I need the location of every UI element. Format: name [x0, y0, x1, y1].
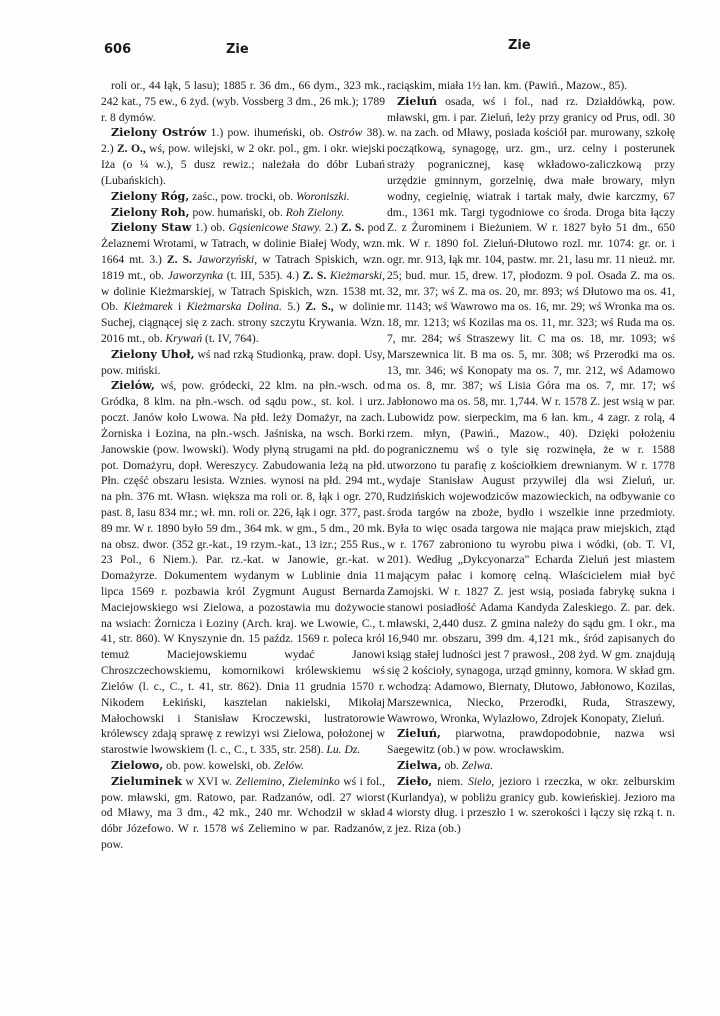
entry-headword: Zielony Ostrów [111, 125, 207, 140]
running-head-right: Zie [508, 38, 531, 53]
left-column [101, 78, 385, 853]
dictionary-entry [101, 78, 385, 125]
entry-text: osada, wś i fol., nad rz. Działdówką, pow. mławski, gm. i par. Zieluń, leży przy granicy od Prus, odl. 30 w. na zach. od Mławy, posiada kościół par. murowany, szkołę początkową, synagogę, urz. gm., urz. celny i posterunek straży pogranicznej, kasę wkładowo-zaliczkową przy urzędzie gminnym, gorzelnię, dwa małe browary, młyn wodny, cegielnię, wiatrak i tartak mały, dwie karczmy, 67 dm., 1361 mk. Targi tygodniowe co środa. Droga bita łączy Z. z Żurominem i Bieżuniem. W r. 1827 było 51 dm., 650 mk. W r. 1890 fol. Zieluń-Dłutowo rozl. mr. 1074: gr. or. i ogr. mr. 913, łąk mr. 104, pastw. mr. 21, lasu mr. 11 nieuż. mr. 25; bud. mur. 15, drew. 17, płodozm. 9 pol. Osada Z. ma os. 32, mr. 37; wś Z. ma os. 20, mr. 893; wś Dłutowo ma os. 41, mr. 1143; wś Wawrowo ma os. 16, mr. 29; wś Wronka ma os. 18, mr. 1213; wś Kozilas ma os. 11, mr. 323; wś Ruda ma os. 7, mr. 284; wś Straszewy lit. C ma os. 18, mr. 1093; wś Marszewnica lit. B ma os. 5, mr. 308; wś Przerodki ma os. 13, mr. 346; wś Konopaty ma os. 7, mr. 212, wś Adamowo ma os. 8, mr. 387; wś Lisia Góra ma os. 7, mr. 17; wś Jabłonowo ma os. 58, mr. 1,744. W r. 1578 Z. jest wsią w par. Lubowidz pow. sierpeckim, ma 6 łan. km., 4 zagr. z rolą, 4 rzem. młyn, (Pawiń., Mazow., 40). Dzięki położeniu pogranicznemu wś o tyle się rozwinęła, że w r. 1588 utworzono tu parafię z kościołkiem drewnianym. W r. 1778 wydaje Stanisław August przywilej dla wsi Zieluń, ur. Rudzińskich wojewodziców mazowieckich, na odbywanie co środa targów na zboże, bydło i wszelkie inne przedmioty. Była to więc osada targowa nie mająca praw miejskich, ztąd w r. 1767 zabroniono tu wyrobu piwa i wódki, (ob. T. VI, 201). Według „Dykcyonarza" Echarda Zieluń jest miastem mającym pałac i komorę celną. Właścicielem miał być Zamojski. W r. 1827 Z. jest wsią, posiada fabrykę sukna i stanowi posiadłość Adama Kandyda Zaleskiego. Z. par. dek. mławski, 2,440 dusz. Z gmina należy do sądu gm. I okr., ma 16,940 mr. obszaru, 399 dm. 4,121 mk., śród zapisanych do ksiąg stałej ludności jest 7 prawosł., 208 żyd. W gm. znajdują się 2 kościoły, synagoga, urząd gminny, komora. W skład gm. wchodzą: Adamowo, Biernaty, Dłutowo, Jabłonowo, Kozilas, Marszewnica, Niecko, Przerodki, Ruda, Straszewy, Wawrowo, Wronka, Wylazłowo, Zdrojek Konopaty, Zieluń. [387, 94, 675, 725]
entry-text: 1.) pow. ihumeński, ob. [206, 126, 329, 140]
entry-headword: Zieluń [397, 93, 438, 108]
dictionary-entry [101, 758, 385, 774]
entry-text: Zelwa. [461, 758, 494, 772]
dictionary-entry [101, 205, 385, 221]
entry-text: pod Żelaznemi Wrotami, w Tatrach, w dolinie Białej Wody, wzn. 1664 mt. 3.) [101, 221, 385, 266]
entry-headword: Zielony Uhoł, [111, 346, 195, 361]
entry-text: Ostrów [328, 126, 363, 140]
entry-text: 1.) ob. [191, 221, 229, 235]
dictionary-entry [387, 94, 675, 727]
entry-text: Gąsienicowe Stawy. [228, 221, 322, 235]
dictionary-entry [387, 774, 675, 837]
entry-text: Jaworzyński, [196, 252, 258, 266]
right-column [387, 78, 675, 837]
entry-text: wś i fol., pow. mławski, gm. Ratowo, par. Radzanów, odl. 27 wiorst od Mławy, ma 3 dm., 42 mk., 240 mr. Wchodził w skład dóbr Józefowo. W r. 1578 wś Zeliemino w par. Radzanów, pow. [101, 774, 385, 851]
entry-text: Kieżmarek [123, 300, 173, 314]
entry-text: w dolinie Kieżmarskiej, w Tatrach Spiskich, wzn. 1538 mt. Ob. [101, 284, 385, 314]
page-number: 606 [104, 42, 132, 57]
entry-headword: Zielowo, [111, 757, 164, 772]
entry-text: Z. S. [302, 268, 327, 282]
entry-headword: Zielony Róg, [111, 188, 190, 203]
entry-text: ob. [441, 758, 462, 772]
dictionary-entry [101, 774, 385, 853]
entry-text: w dolinie Suchej, ciągnącej się z zach. strony szczytu Krywania. Wzn. 2016 mt., ob. [101, 300, 386, 345]
entry-headword: Zielony Staw [111, 220, 192, 235]
entry-text: Kieżmarski, [329, 268, 385, 282]
entry-text: niem. [432, 774, 469, 788]
entry-text: Krywań [165, 332, 203, 345]
entry-text: 38). 2.) [101, 126, 385, 156]
entry-text: Sielo, [468, 774, 495, 788]
entry-text: i [172, 300, 187, 314]
entry-text: wś nad rzką Studionką, praw. dopł. Usy, pow. miński. [101, 347, 385, 377]
entry-text: 2.) [321, 221, 341, 235]
entry-text: Zelów. [273, 758, 304, 772]
entry-text: raciąskim, miała 1½ łan. km. (Pawiń., Mazow., 85). [387, 79, 628, 92]
entry-headword: Zielony Roh, [111, 204, 190, 219]
entry-text: roli or., 44 łąk, 5 lasu); 1885 r. 36 dm., 66 dym., 323 mk., 242 kat., 75 ew., 6 żyd. (wyb. Vossberg 3 dm., 26 mk.); 1789 r. 8 dymów. [101, 79, 385, 124]
dictionary-entry [101, 125, 385, 188]
entry-text: (t. IV, 764). [202, 332, 259, 345]
entry-text: Zeliemino, Zieleminko [235, 774, 340, 788]
entry-text: 5.) [281, 300, 306, 314]
entry-text: jezioro i rzeczka, w okr. zelburskim (Kurlandya), w pobliżu granicy gub. kowieńskiej. Jezioro ma 4 wiorsty dług. i przeszło 1 w. szerokości i łączy się rzką t. n. z jez. Riza (ob.) [387, 774, 675, 836]
entry-text: ob. pow. kowelski, ob. [163, 758, 274, 772]
entry-text: wś, pow. gródecki, 22 klm. na płn.-wsch. od Gródka, 8 klm. na płn.-wsch. od sądu pow., st. kol. i urz. poczt. Janów koło Lwowa. Na płd. leży Domażyr, na zach. Żorniska i Łozina, na płn.-wsch. Jaśniska, na wsch. Borki Janowskie (pow. lwowski). Wody płyną strugami na płd. do pot. Domażyru, dopł. Wereszycy. Zabudowania leżą na płd. Płn. część obszaru lesista. Wznies. wynosi na płd. 294 mt., na płn. 376 mt. Własn. większa ma roli or. 8, łąk i ogr. 270, past. 8, lasu 834 mr.; wł. mn. roli or. 226, łąk i ogr. 377, past. 89 mr. W r. 1890 było 59 dm., 364 mk. w gm., 5 dm., 20 mk. na obsz. dwor. (352 gr.-kat., 19 rzym.-kat., 13 izr.; 255 Rus., 23 Pol., 6 Niem.). Par. rz.-kat. w Janowie, gr.-kat. w Domażyrze. Dokumentem wydanym w Lublinie dnia 11 lipca 1569 r. pozbawia król Zygmunt August Bernarda Maciejowskiego wsi Zielowa, a pozostawia mu dożywocie na wsiach: Żornicza i Łoziny (Arch. kraj. we Lwowie, C., t. 41, str. 860). W Knyszynie dn. 15 paźdz. 1569 r. poleca król temuż Maciejowskiemu wydać Janowi Chroszczechowskiemu, komornikowi królewskiemu wś Zielów (l. c., C., t. 41, str. 862). Dnia 11 grudnia 1570 r. Nikodem Łekiński, kasztelan nakielski, Mikołaj Małochowski i Stanisław Kroczewski, lustratorowie królewscy zdają sprawę z rewizyi wsi Zielowa, położonej w starostwie lwowskiem (l. c., C., t. 335, str. 258). [101, 379, 385, 757]
dictionary-entry [101, 220, 385, 347]
dictionary-entry [387, 78, 675, 94]
dictionary-entry [387, 726, 675, 758]
entry-text: Z. S. [166, 252, 192, 266]
entry-text: w Tatrach Spiskich, wzn. 1819 mt., ob. [101, 252, 385, 282]
entry-text: Z. S. [340, 221, 365, 235]
entry-text: Kieżmarska Dolina. [186, 300, 282, 314]
entry-headword: Zieluń, [397, 726, 441, 741]
entry-text: wś, pow. wilejski, w 2 okr. pol., gm. i okr. wiejski Iża (o ¼ w.), 5 dusz rewiz.; należała do dóbr Lubań (Lubańskich). [101, 142, 385, 187]
entry-text: Jaworzynka [167, 268, 224, 282]
dictionary-entry [101, 189, 385, 205]
running-header [104, 38, 676, 64]
entry-text: zaśc., pow. trocki, ob. [189, 189, 297, 203]
dictionary-entry [101, 347, 385, 379]
entry-text: piarwotna, prawdopodobnie, nazwa wsi Saegewitz (ob.) w pow. wrocławskim. [387, 727, 675, 757]
entry-headword: Zieło, [397, 773, 433, 788]
entry-headword: Zieluminek [111, 773, 183, 788]
entry-text: w XVI w. [182, 774, 236, 788]
entry-text: Woroniszki. [296, 189, 350, 203]
entry-text: Roh Zielony. [285, 205, 345, 219]
dictionary-entry [387, 758, 675, 774]
dictionary-entry [101, 378, 385, 758]
entry-text: pow. humański, ob. [189, 205, 286, 219]
entry-text: Lu. Dz. [326, 743, 361, 757]
entry-text: Z. S., [305, 300, 334, 314]
entry-text: Z. O., [116, 142, 146, 156]
entry-text: (t. III, 535). 4.) [223, 268, 303, 282]
running-head-left: Zie [226, 42, 249, 57]
entry-headword: Zielów, [111, 378, 155, 393]
entry-headword: Zielwa, [397, 757, 442, 772]
